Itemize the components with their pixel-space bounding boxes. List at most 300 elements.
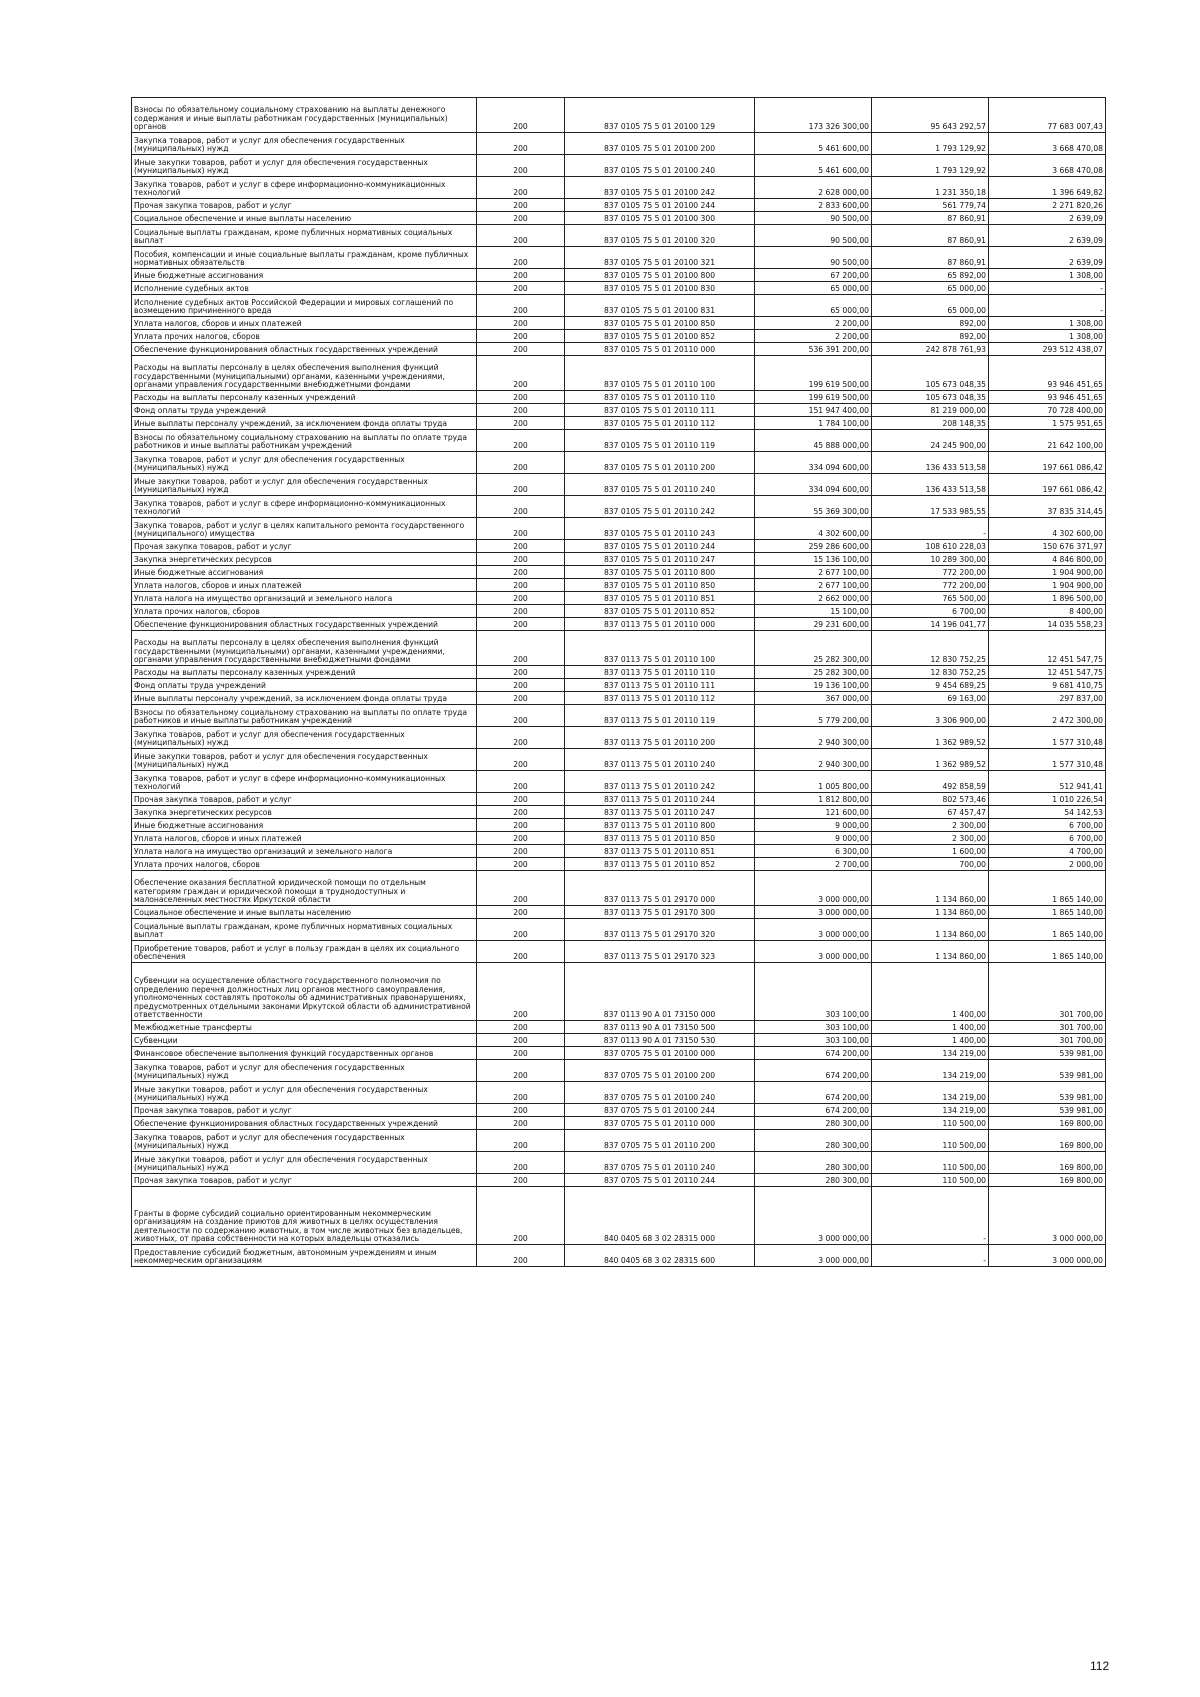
row-name: Закупка товаров, работ и услуг для обеспечения государственных (муниципальных) нужд <box>132 133 477 155</box>
row-name: Уплата налога на имущество организаций и земельного налога <box>132 592 477 605</box>
table-row <box>132 963 1106 1021</box>
table-row <box>132 871 1106 906</box>
row-budget-code: 837 0113 75 5 01 20110 110 <box>565 666 755 679</box>
table-row <box>132 566 1106 579</box>
row-executed-amount: 1 793 129,92 <box>872 133 989 155</box>
row-executed-amount: 105 673 048,35 <box>872 391 989 404</box>
row-name: Иные выплаты персоналу учреждений, за исключением фонда оплаты труда <box>132 692 477 705</box>
table-row <box>132 540 1106 553</box>
row-name: Прочая закупка товаров, работ и услуг <box>132 199 477 212</box>
row-budget-code: 837 0105 75 5 01 20110 850 <box>565 579 755 592</box>
row-executed-amount: 136 433 513,58 <box>872 474 989 496</box>
row-line-code: 200 <box>477 417 565 430</box>
table-row <box>132 452 1106 474</box>
row-name: Иные закупки товаров, работ и услуг для обеспечения государственных (муниципальных) нужд <box>132 1082 477 1104</box>
row-unexecuted-amount: 9 681 410,75 <box>989 679 1106 692</box>
table-row <box>132 618 1106 631</box>
row-approved-amount: 5 461 600,00 <box>755 155 872 177</box>
row-budget-code: 837 0113 90 А 01 73150 530 <box>565 1034 755 1047</box>
row-executed-amount: 492 858,59 <box>872 771 989 793</box>
row-line-code: 200 <box>477 430 565 452</box>
row-unexecuted-amount: 293 512 438,07 <box>989 343 1106 356</box>
row-budget-code: 837 0105 75 5 01 20110 240 <box>565 474 755 496</box>
row-line-code: 200 <box>477 212 565 225</box>
row-unexecuted-amount: 1 904 900,00 <box>989 579 1106 592</box>
row-approved-amount: 65 000,00 <box>755 295 872 317</box>
row-executed-amount: 134 219,00 <box>872 1060 989 1082</box>
row-unexecuted-amount: 1 865 140,00 <box>989 941 1106 963</box>
row-line-code: 200 <box>477 452 565 474</box>
row-approved-amount: 45 888 000,00 <box>755 430 872 452</box>
table-row <box>132 391 1106 404</box>
table-row <box>132 98 1106 133</box>
row-executed-amount: 802 573,46 <box>872 793 989 806</box>
row-unexecuted-amount: 1 577 310,48 <box>989 727 1106 749</box>
row-line-code: 200 <box>477 496 565 518</box>
table-row <box>132 692 1106 705</box>
row-budget-code: 837 0705 75 5 01 20110 240 <box>565 1152 755 1174</box>
row-line-code: 200 <box>477 906 565 919</box>
row-approved-amount: 29 231 600,00 <box>755 618 872 631</box>
row-unexecuted-amount: 3 000 000,00 <box>989 1245 1106 1267</box>
row-name: Социальное обеспечение и иные выплаты населению <box>132 906 477 919</box>
table-row <box>132 845 1106 858</box>
row-approved-amount: 674 200,00 <box>755 1047 872 1060</box>
row-budget-code: 837 0113 75 5 01 20110 852 <box>565 858 755 871</box>
row-name: Межбюджетные трансферты <box>132 1021 477 1034</box>
row-unexecuted-amount: 539 981,00 <box>989 1104 1106 1117</box>
row-budget-code: 837 0113 75 5 01 20110 112 <box>565 692 755 705</box>
row-budget-code: 837 0113 75 5 01 20110 200 <box>565 727 755 749</box>
row-approved-amount: 1 005 800,00 <box>755 771 872 793</box>
row-approved-amount: 3 000 000,00 <box>755 1187 872 1245</box>
row-approved-amount: 334 094 600,00 <box>755 452 872 474</box>
row-unexecuted-amount: - <box>989 282 1106 295</box>
row-unexecuted-amount: 77 683 007,43 <box>989 98 1106 133</box>
row-line-code: 200 <box>477 177 565 199</box>
row-approved-amount: 173 326 300,00 <box>755 98 872 133</box>
row-name: Закупка товаров, работ и услуг в целях капитального ремонта государственного (муниципального) имущества <box>132 518 477 540</box>
row-approved-amount: 9 000,00 <box>755 819 872 832</box>
row-budget-code: 837 0105 75 5 01 20100 242 <box>565 177 755 199</box>
table-row <box>132 518 1106 540</box>
row-name: Расходы на выплаты персоналу в целях обеспечения выполнения функций государственными (муниципальными) органами, казенными учреждениями, органами управления государственными внебюджетными фондами <box>132 356 477 391</box>
row-line-code: 200 <box>477 133 565 155</box>
row-budget-code: 837 0105 75 5 01 20110 852 <box>565 605 755 618</box>
row-approved-amount: 6 300,00 <box>755 845 872 858</box>
row-approved-amount: 1 784 100,00 <box>755 417 872 430</box>
row-unexecuted-amount: 1 396 649,82 <box>989 177 1106 199</box>
row-approved-amount: 2 200,00 <box>755 317 872 330</box>
row-budget-code: 837 0705 75 5 01 20110 200 <box>565 1130 755 1152</box>
row-executed-amount: 1 400,00 <box>872 1034 989 1047</box>
row-approved-amount: 536 391 200,00 <box>755 343 872 356</box>
row-name: Иные бюджетные ассигнования <box>132 269 477 282</box>
row-executed-amount: 108 610 228,03 <box>872 540 989 553</box>
row-budget-code: 837 0705 75 5 01 20110 244 <box>565 1174 755 1187</box>
table-row <box>132 177 1106 199</box>
row-budget-code: 837 0105 75 5 01 20100 850 <box>565 317 755 330</box>
row-name: Взносы по обязательному социальному страхованию на выплаты по оплате труда работников и иные выплаты работникам учреждений <box>132 705 477 727</box>
row-budget-code: 837 0105 75 5 01 20100 321 <box>565 247 755 269</box>
table-row <box>132 1245 1106 1267</box>
table-row <box>132 317 1106 330</box>
row-approved-amount: 280 300,00 <box>755 1174 872 1187</box>
row-budget-code: 837 0105 75 5 01 20110 243 <box>565 518 755 540</box>
table-row <box>132 806 1106 819</box>
row-unexecuted-amount: 1 577 310,48 <box>989 749 1106 771</box>
row-line-code: 200 <box>477 282 565 295</box>
row-line-code: 200 <box>477 618 565 631</box>
row-name: Фонд оплаты труда учреждений <box>132 679 477 692</box>
row-line-code: 200 <box>477 631 565 666</box>
row-unexecuted-amount: 3 000 000,00 <box>989 1187 1106 1245</box>
table-row <box>132 496 1106 518</box>
row-budget-code: 837 0105 75 5 01 20110 000 <box>565 343 755 356</box>
table-row <box>132 631 1106 666</box>
row-executed-amount: 10 289 300,00 <box>872 553 989 566</box>
table-row <box>132 247 1106 269</box>
row-line-code: 200 <box>477 793 565 806</box>
row-name: Закупка товаров, работ и услуг в сфере информационно-коммуникационных технологий <box>132 177 477 199</box>
row-line-code: 200 <box>477 605 565 618</box>
table-body <box>132 98 1106 1267</box>
row-unexecuted-amount: 12 451 547,75 <box>989 631 1106 666</box>
row-unexecuted-amount: 2 271 820,26 <box>989 199 1106 212</box>
row-executed-amount: 2 300,00 <box>872 819 989 832</box>
table-row <box>132 1187 1106 1245</box>
row-approved-amount: 303 100,00 <box>755 963 872 1021</box>
row-budget-code: 837 0113 75 5 01 20110 244 <box>565 793 755 806</box>
row-unexecuted-amount: 1 308,00 <box>989 330 1106 343</box>
row-approved-amount: 2 940 300,00 <box>755 749 872 771</box>
table-row <box>132 832 1106 845</box>
row-executed-amount: 1 134 860,00 <box>872 906 989 919</box>
row-name: Прочая закупка товаров, работ и услуг <box>132 1104 477 1117</box>
table-row <box>132 1117 1106 1130</box>
row-budget-code: 837 0105 75 5 01 20100 240 <box>565 155 755 177</box>
row-approved-amount: 19 136 100,00 <box>755 679 872 692</box>
row-unexecuted-amount: 539 981,00 <box>989 1060 1106 1082</box>
table-row <box>132 749 1106 771</box>
row-budget-code: 837 0113 75 5 01 20110 242 <box>565 771 755 793</box>
row-executed-amount: 67 457,47 <box>872 806 989 819</box>
row-executed-amount: 765 500,00 <box>872 592 989 605</box>
row-name: Исполнение судебных актов <box>132 282 477 295</box>
row-line-code: 200 <box>477 1034 565 1047</box>
row-unexecuted-amount: 2 639,09 <box>989 247 1106 269</box>
row-line-code: 200 <box>477 1021 565 1034</box>
row-name: Закупка товаров, работ и услуг для обеспечения государственных (муниципальных) нужд <box>132 727 477 749</box>
row-budget-code: 837 0105 75 5 01 20100 244 <box>565 199 755 212</box>
row-line-code: 200 <box>477 269 565 282</box>
row-budget-code: 837 0113 75 5 01 20110 000 <box>565 618 755 631</box>
row-unexecuted-amount: 93 946 451,65 <box>989 356 1106 391</box>
row-approved-amount: 15 100,00 <box>755 605 872 618</box>
row-approved-amount: 90 500,00 <box>755 247 872 269</box>
table-row <box>132 819 1106 832</box>
row-executed-amount: - <box>872 1187 989 1245</box>
row-budget-code: 837 0705 75 5 01 20100 200 <box>565 1060 755 1082</box>
row-line-code: 200 <box>477 391 565 404</box>
row-executed-amount: 1 134 860,00 <box>872 941 989 963</box>
row-budget-code: 837 0113 75 5 01 29170 320 <box>565 919 755 941</box>
row-unexecuted-amount: 169 800,00 <box>989 1174 1106 1187</box>
row-approved-amount: 674 200,00 <box>755 1082 872 1104</box>
row-unexecuted-amount: 8 400,00 <box>989 605 1106 618</box>
row-unexecuted-amount: 301 700,00 <box>989 1034 1106 1047</box>
row-executed-amount: 242 878 761,93 <box>872 343 989 356</box>
row-budget-code: 837 0113 75 5 01 20110 100 <box>565 631 755 666</box>
row-executed-amount: 95 643 292,57 <box>872 98 989 133</box>
row-unexecuted-amount: 4 700,00 <box>989 845 1106 858</box>
row-line-code: 200 <box>477 592 565 605</box>
row-name: Иные выплаты персоналу учреждений, за исключением фонда оплаты труда <box>132 417 477 430</box>
row-line-code: 200 <box>477 356 565 391</box>
row-budget-code: 837 0113 75 5 01 29170 323 <box>565 941 755 963</box>
row-budget-code: 837 0113 90 А 01 73150 000 <box>565 963 755 1021</box>
table-row <box>132 941 1106 963</box>
row-unexecuted-amount: 301 700,00 <box>989 1021 1106 1034</box>
row-approved-amount: 3 000 000,00 <box>755 871 872 906</box>
row-name: Закупка энергетических ресурсов <box>132 806 477 819</box>
row-line-code: 200 <box>477 155 565 177</box>
row-approved-amount: 5 779 200,00 <box>755 705 872 727</box>
row-executed-amount: 1 400,00 <box>872 1021 989 1034</box>
row-unexecuted-amount: 21 642 100,00 <box>989 430 1106 452</box>
row-line-code: 200 <box>477 1117 565 1130</box>
row-executed-amount: 12 830 752,25 <box>872 631 989 666</box>
row-budget-code: 837 0105 75 5 01 20110 119 <box>565 430 755 452</box>
row-executed-amount: 1 600,00 <box>872 845 989 858</box>
row-name: Иные бюджетные ассигнования <box>132 819 477 832</box>
row-budget-code: 837 0113 90 А 01 73150 500 <box>565 1021 755 1034</box>
table-row <box>132 858 1106 871</box>
row-budget-code: 837 0113 75 5 01 29170 300 <box>565 906 755 919</box>
row-unexecuted-amount: 539 981,00 <box>989 1082 1106 1104</box>
row-approved-amount: 25 282 300,00 <box>755 631 872 666</box>
row-budget-code: 840 0405 68 3 02 28315 000 <box>565 1187 755 1245</box>
row-budget-code: 837 0105 75 5 01 20110 247 <box>565 553 755 566</box>
row-budget-code: 837 0113 75 5 01 20110 800 <box>565 819 755 832</box>
row-unexecuted-amount: 3 668 470,08 <box>989 133 1106 155</box>
row-line-code: 200 <box>477 566 565 579</box>
row-executed-amount: 700,00 <box>872 858 989 871</box>
row-budget-code: 837 0105 75 5 01 20110 111 <box>565 404 755 417</box>
row-unexecuted-amount: 1 575 951,65 <box>989 417 1106 430</box>
row-executed-amount: 892,00 <box>872 330 989 343</box>
row-line-code: 200 <box>477 692 565 705</box>
row-approved-amount: 25 282 300,00 <box>755 666 872 679</box>
table-row <box>132 679 1106 692</box>
row-line-code: 200 <box>477 871 565 906</box>
table-row <box>132 133 1106 155</box>
row-unexecuted-amount: 2 639,09 <box>989 225 1106 247</box>
row-name: Предоставление субсидий бюджетным, автономным учреждениям и иным некоммерческим организациям <box>132 1245 477 1267</box>
row-executed-amount: 1 231 350,18 <box>872 177 989 199</box>
row-approved-amount: 3 000 000,00 <box>755 906 872 919</box>
table-row <box>132 225 1106 247</box>
row-line-code: 200 <box>477 705 565 727</box>
budget-execution-table <box>131 97 1106 1267</box>
row-budget-code: 837 0113 75 5 01 20110 851 <box>565 845 755 858</box>
row-approved-amount: 2 833 600,00 <box>755 199 872 212</box>
row-approved-amount: 280 300,00 <box>755 1152 872 1174</box>
row-budget-code: 840 0405 68 3 02 28315 600 <box>565 1245 755 1267</box>
table-row <box>132 356 1106 391</box>
row-approved-amount: 65 000,00 <box>755 282 872 295</box>
row-approved-amount: 2 662 000,00 <box>755 592 872 605</box>
row-budget-code: 837 0113 75 5 01 20110 119 <box>565 705 755 727</box>
row-unexecuted-amount: 297 837,00 <box>989 692 1106 705</box>
row-line-code: 200 <box>477 919 565 941</box>
row-executed-amount: 65 000,00 <box>872 295 989 317</box>
row-line-code: 200 <box>477 579 565 592</box>
row-approved-amount: 674 200,00 <box>755 1060 872 1082</box>
row-line-code: 200 <box>477 518 565 540</box>
row-line-code: 200 <box>477 727 565 749</box>
row-budget-code: 837 0105 75 5 01 20100 320 <box>565 225 755 247</box>
row-name: Уплата прочих налогов, сборов <box>132 330 477 343</box>
table-row <box>132 1174 1106 1187</box>
row-executed-amount: 892,00 <box>872 317 989 330</box>
row-unexecuted-amount: 512 941,41 <box>989 771 1106 793</box>
table-row <box>132 727 1106 749</box>
table-row <box>132 605 1106 618</box>
row-unexecuted-amount: 12 451 547,75 <box>989 666 1106 679</box>
row-approved-amount: 2 200,00 <box>755 330 872 343</box>
row-approved-amount: 280 300,00 <box>755 1117 872 1130</box>
row-unexecuted-amount: - <box>989 295 1106 317</box>
row-executed-amount: 87 860,91 <box>872 212 989 225</box>
row-line-code: 200 <box>477 199 565 212</box>
row-budget-code: 837 0105 75 5 01 20110 242 <box>565 496 755 518</box>
row-line-code: 200 <box>477 666 565 679</box>
row-approved-amount: 259 286 600,00 <box>755 540 872 553</box>
row-name: Прочая закупка товаров, работ и услуг <box>132 793 477 806</box>
row-executed-amount: 1 134 860,00 <box>872 871 989 906</box>
row-executed-amount: 208 148,35 <box>872 417 989 430</box>
row-approved-amount: 2 940 300,00 <box>755 727 872 749</box>
row-approved-amount: 67 200,00 <box>755 269 872 282</box>
row-line-code: 200 <box>477 679 565 692</box>
row-name: Социальные выплаты гражданам, кроме публичных нормативных социальных выплат <box>132 225 477 247</box>
row-budget-code: 837 0105 75 5 01 20100 831 <box>565 295 755 317</box>
row-executed-amount: 110 500,00 <box>872 1117 989 1130</box>
row-budget-code: 837 0113 75 5 01 20110 111 <box>565 679 755 692</box>
row-name: Расходы на выплаты персоналу в целях обеспечения выполнения функций государственными (муниципальными) органами, казенными учреждениями, органами управления государственными внебюджетными фондами <box>132 631 477 666</box>
row-approved-amount: 151 947 400,00 <box>755 404 872 417</box>
row-unexecuted-amount: 6 700,00 <box>989 832 1106 845</box>
row-name: Социальные выплаты гражданам, кроме публичных нормативных социальных выплат <box>132 919 477 941</box>
table-row <box>132 705 1106 727</box>
row-name: Закупка товаров, работ и услуг для обеспечения государственных (муниципальных) нужд <box>132 1130 477 1152</box>
row-line-code: 200 <box>477 474 565 496</box>
row-approved-amount: 280 300,00 <box>755 1130 872 1152</box>
row-approved-amount: 2 677 100,00 <box>755 566 872 579</box>
row-line-code: 200 <box>477 1187 565 1245</box>
table-row <box>132 330 1106 343</box>
row-line-code: 200 <box>477 819 565 832</box>
table-row <box>132 1034 1106 1047</box>
row-line-code: 200 <box>477 553 565 566</box>
row-executed-amount: 65 892,00 <box>872 269 989 282</box>
row-executed-amount: 2 300,00 <box>872 832 989 845</box>
row-executed-amount: 14 196 041,77 <box>872 618 989 631</box>
table-row <box>132 282 1106 295</box>
table-row <box>132 343 1106 356</box>
row-name: Прочая закупка товаров, работ и услуг <box>132 1174 477 1187</box>
row-line-code: 200 <box>477 941 565 963</box>
row-line-code: 200 <box>477 330 565 343</box>
row-unexecuted-amount: 1 904 900,00 <box>989 566 1106 579</box>
row-unexecuted-amount: 169 800,00 <box>989 1152 1106 1174</box>
table-row <box>132 417 1106 430</box>
row-line-code: 200 <box>477 1174 565 1187</box>
row-unexecuted-amount: 150 676 371,97 <box>989 540 1106 553</box>
row-approved-amount: 1 812 800,00 <box>755 793 872 806</box>
row-approved-amount: 15 136 100,00 <box>755 553 872 566</box>
row-line-code: 200 <box>477 832 565 845</box>
row-line-code: 200 <box>477 771 565 793</box>
row-name: Субвенции <box>132 1034 477 1047</box>
row-name: Уплата налогов, сборов и иных платежей <box>132 579 477 592</box>
row-executed-amount: 561 779,74 <box>872 199 989 212</box>
row-unexecuted-amount: 37 835 314,45 <box>989 496 1106 518</box>
table-row <box>132 919 1106 941</box>
row-name: Расходы на выплаты персоналу казенных учреждений <box>132 666 477 679</box>
row-name: Иные закупки товаров, работ и услуг для обеспечения государственных (муниципальных) нужд <box>132 155 477 177</box>
row-executed-amount: 17 533 985,55 <box>872 496 989 518</box>
row-name: Гранты в форме субсидий социально ориентированным некоммерческим организациям на создание приютов для животных в целях осуществления деятельности по содержанию животных, в том числе животных без владельцев, животных, от права собственности на которых владельцы отказались <box>132 1187 477 1245</box>
row-budget-code: 837 0105 75 5 01 20100 830 <box>565 282 755 295</box>
row-executed-amount: 134 219,00 <box>872 1104 989 1117</box>
row-approved-amount: 4 302 600,00 <box>755 518 872 540</box>
row-executed-amount: 69 163,00 <box>872 692 989 705</box>
row-executed-amount: 772 200,00 <box>872 579 989 592</box>
row-unexecuted-amount: 70 728 400,00 <box>989 404 1106 417</box>
row-executed-amount: 65 000,00 <box>872 282 989 295</box>
row-budget-code: 837 0105 75 5 01 20100 300 <box>565 212 755 225</box>
row-unexecuted-amount: 1 896 500,00 <box>989 592 1106 605</box>
row-name: Обеспечение функционирования областных государственных учреждений <box>132 343 477 356</box>
row-budget-code: 837 0105 75 5 01 20100 129 <box>565 98 755 133</box>
row-budget-code: 837 0113 75 5 01 20110 240 <box>565 749 755 771</box>
row-line-code: 200 <box>477 1152 565 1174</box>
row-executed-amount: 105 673 048,35 <box>872 356 989 391</box>
table-row <box>132 199 1106 212</box>
row-name: Закупка товаров, работ и услуг для обеспечения государственных (муниципальных) нужд <box>132 452 477 474</box>
row-line-code: 200 <box>477 247 565 269</box>
row-line-code: 200 <box>477 845 565 858</box>
row-budget-code: 837 0105 75 5 01 20110 800 <box>565 566 755 579</box>
row-name: Иные закупки товаров, работ и услуг для обеспечения государственных (муниципальных) нужд <box>132 474 477 496</box>
table-row <box>132 666 1106 679</box>
row-approved-amount: 5 461 600,00 <box>755 133 872 155</box>
row-unexecuted-amount: 4 302 600,00 <box>989 518 1106 540</box>
row-executed-amount: - <box>872 1245 989 1267</box>
row-approved-amount: 2 628 000,00 <box>755 177 872 199</box>
row-executed-amount: 6 700,00 <box>872 605 989 618</box>
table-row <box>132 474 1106 496</box>
row-approved-amount: 334 094 600,00 <box>755 474 872 496</box>
table-row <box>132 579 1106 592</box>
row-approved-amount: 121 600,00 <box>755 806 872 819</box>
row-executed-amount: 12 830 752,25 <box>872 666 989 679</box>
row-name: Взносы по обязательному социальному страхованию на выплаты по оплате труда работников и иные выплаты работникам учреждений <box>132 430 477 452</box>
row-budget-code: 837 0705 75 5 01 20110 000 <box>565 1117 755 1130</box>
row-line-code: 200 <box>477 1245 565 1267</box>
